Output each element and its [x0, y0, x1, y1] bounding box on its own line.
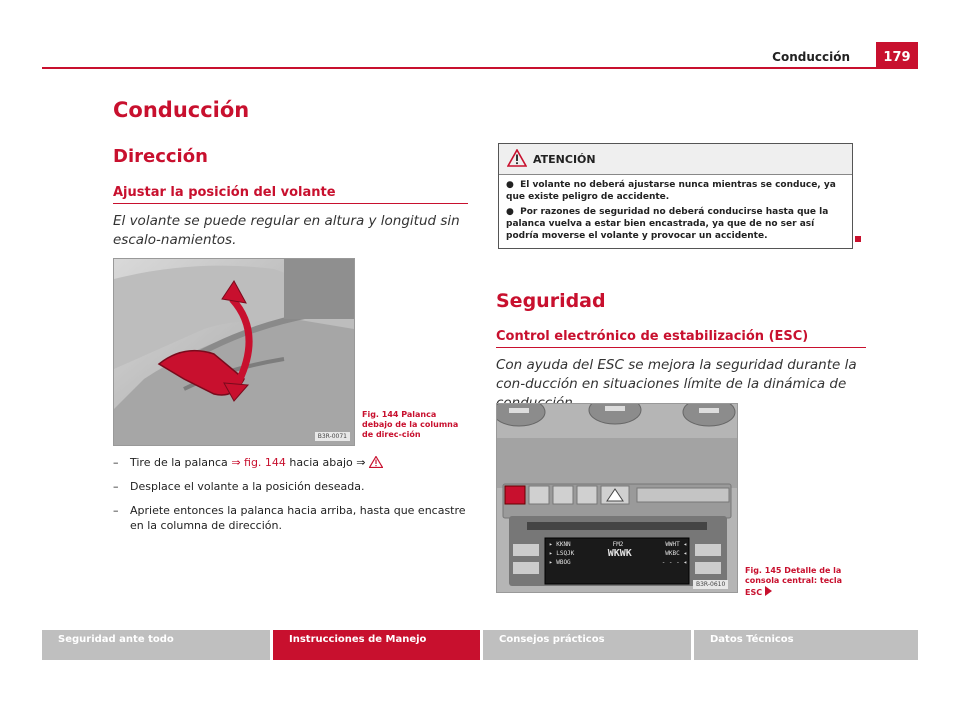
subsection-heading-volante: Ajustar la posición del volante: [113, 185, 468, 204]
figure-reference-link[interactable]: ⇒ fig. 144: [231, 456, 286, 469]
warning-icon: [507, 149, 527, 167]
figure-code: B3R-0610: [693, 580, 728, 589]
figure-caption-145: Fig. 145 Detalle de la consola central: tecla ESC: [745, 566, 843, 597]
chapter-title: Conducción: [113, 98, 250, 122]
figure-code: B3R-0071: [315, 432, 350, 441]
subsection-heading-esc: Control electrónico de estabilización (ESC): [496, 329, 866, 348]
footer-tab-datos-tecnicos[interactable]: Datos Técnicos: [694, 630, 918, 660]
step-2: – Desplace el volante a la posición deseada.: [113, 480, 365, 493]
radio-display: ▸ KKNN FM2 WWHT ◂ ▸ LSQJK WKWK WKBC ◂ ▸ WBOG - - - ◂: [549, 541, 687, 566]
section-end-mark: [855, 236, 861, 242]
figure-center-console: [496, 403, 738, 593]
attention-header: [499, 144, 852, 175]
section-heading-direccion: Dirección: [113, 146, 208, 167]
warning-icon[interactable]: [369, 456, 383, 468]
lead-paragraph-volante: El volante se puede regular en altura y longitud sin escalo-namientos.: [113, 213, 460, 248]
steering-lever-illustration: [114, 259, 354, 445]
step-1: – Tire de la palanca ⇒ fig. 144 hacia abajo ⇒: [113, 455, 470, 470]
instruction-steps: [113, 455, 470, 542]
page-number: 179: [876, 42, 918, 69]
section-heading-seguridad: Seguridad: [496, 290, 606, 312]
step-3: – Apriete entonces la palanca hacia arriba, hasta que encastre en la columna de dirección.: [113, 504, 466, 532]
footer-tab-seguridad-ante-todo[interactable]: Seguridad ante todo: [42, 630, 270, 660]
lead-paragraph-esc: Con ayuda del ESC se mejora la seguridad durante la con-ducción en situaciones límite de la dinámica de: [496, 357, 857, 392]
header-rule: [42, 67, 876, 69]
attention-item: ● El volante no deberá ajustarse nunca mientras se conduce, ya que existe peligro de accidente.: [506, 180, 836, 202]
attention-box: [498, 143, 853, 249]
radio-station-name: WKWK: [607, 548, 632, 559]
attention-item: ● Por razones de seguridad no deberá conducirse hasta que la palanca vuelva a estar bien encastrada, ya que de no ser así podría moverse el volante y provocar un accidente.: [506, 207, 829, 241]
attention-body: [499, 175, 852, 242]
figure-caption-144: Fig. 144 Palanca debajo de la columna de direc-ción: [362, 410, 459, 439]
attention-title: ATENCIÓN: [533, 153, 596, 166]
footer-tab-consejos-practicos[interactable]: Consejos prácticos: [483, 630, 691, 660]
footer-tab-instrucciones-de-manejo[interactable]: Instrucciones de Manejo: [273, 630, 480, 660]
figure-steering-lever: [113, 258, 355, 446]
running-header-title: Conducción: [772, 50, 850, 64]
continue-arrow-icon[interactable]: [765, 586, 772, 596]
